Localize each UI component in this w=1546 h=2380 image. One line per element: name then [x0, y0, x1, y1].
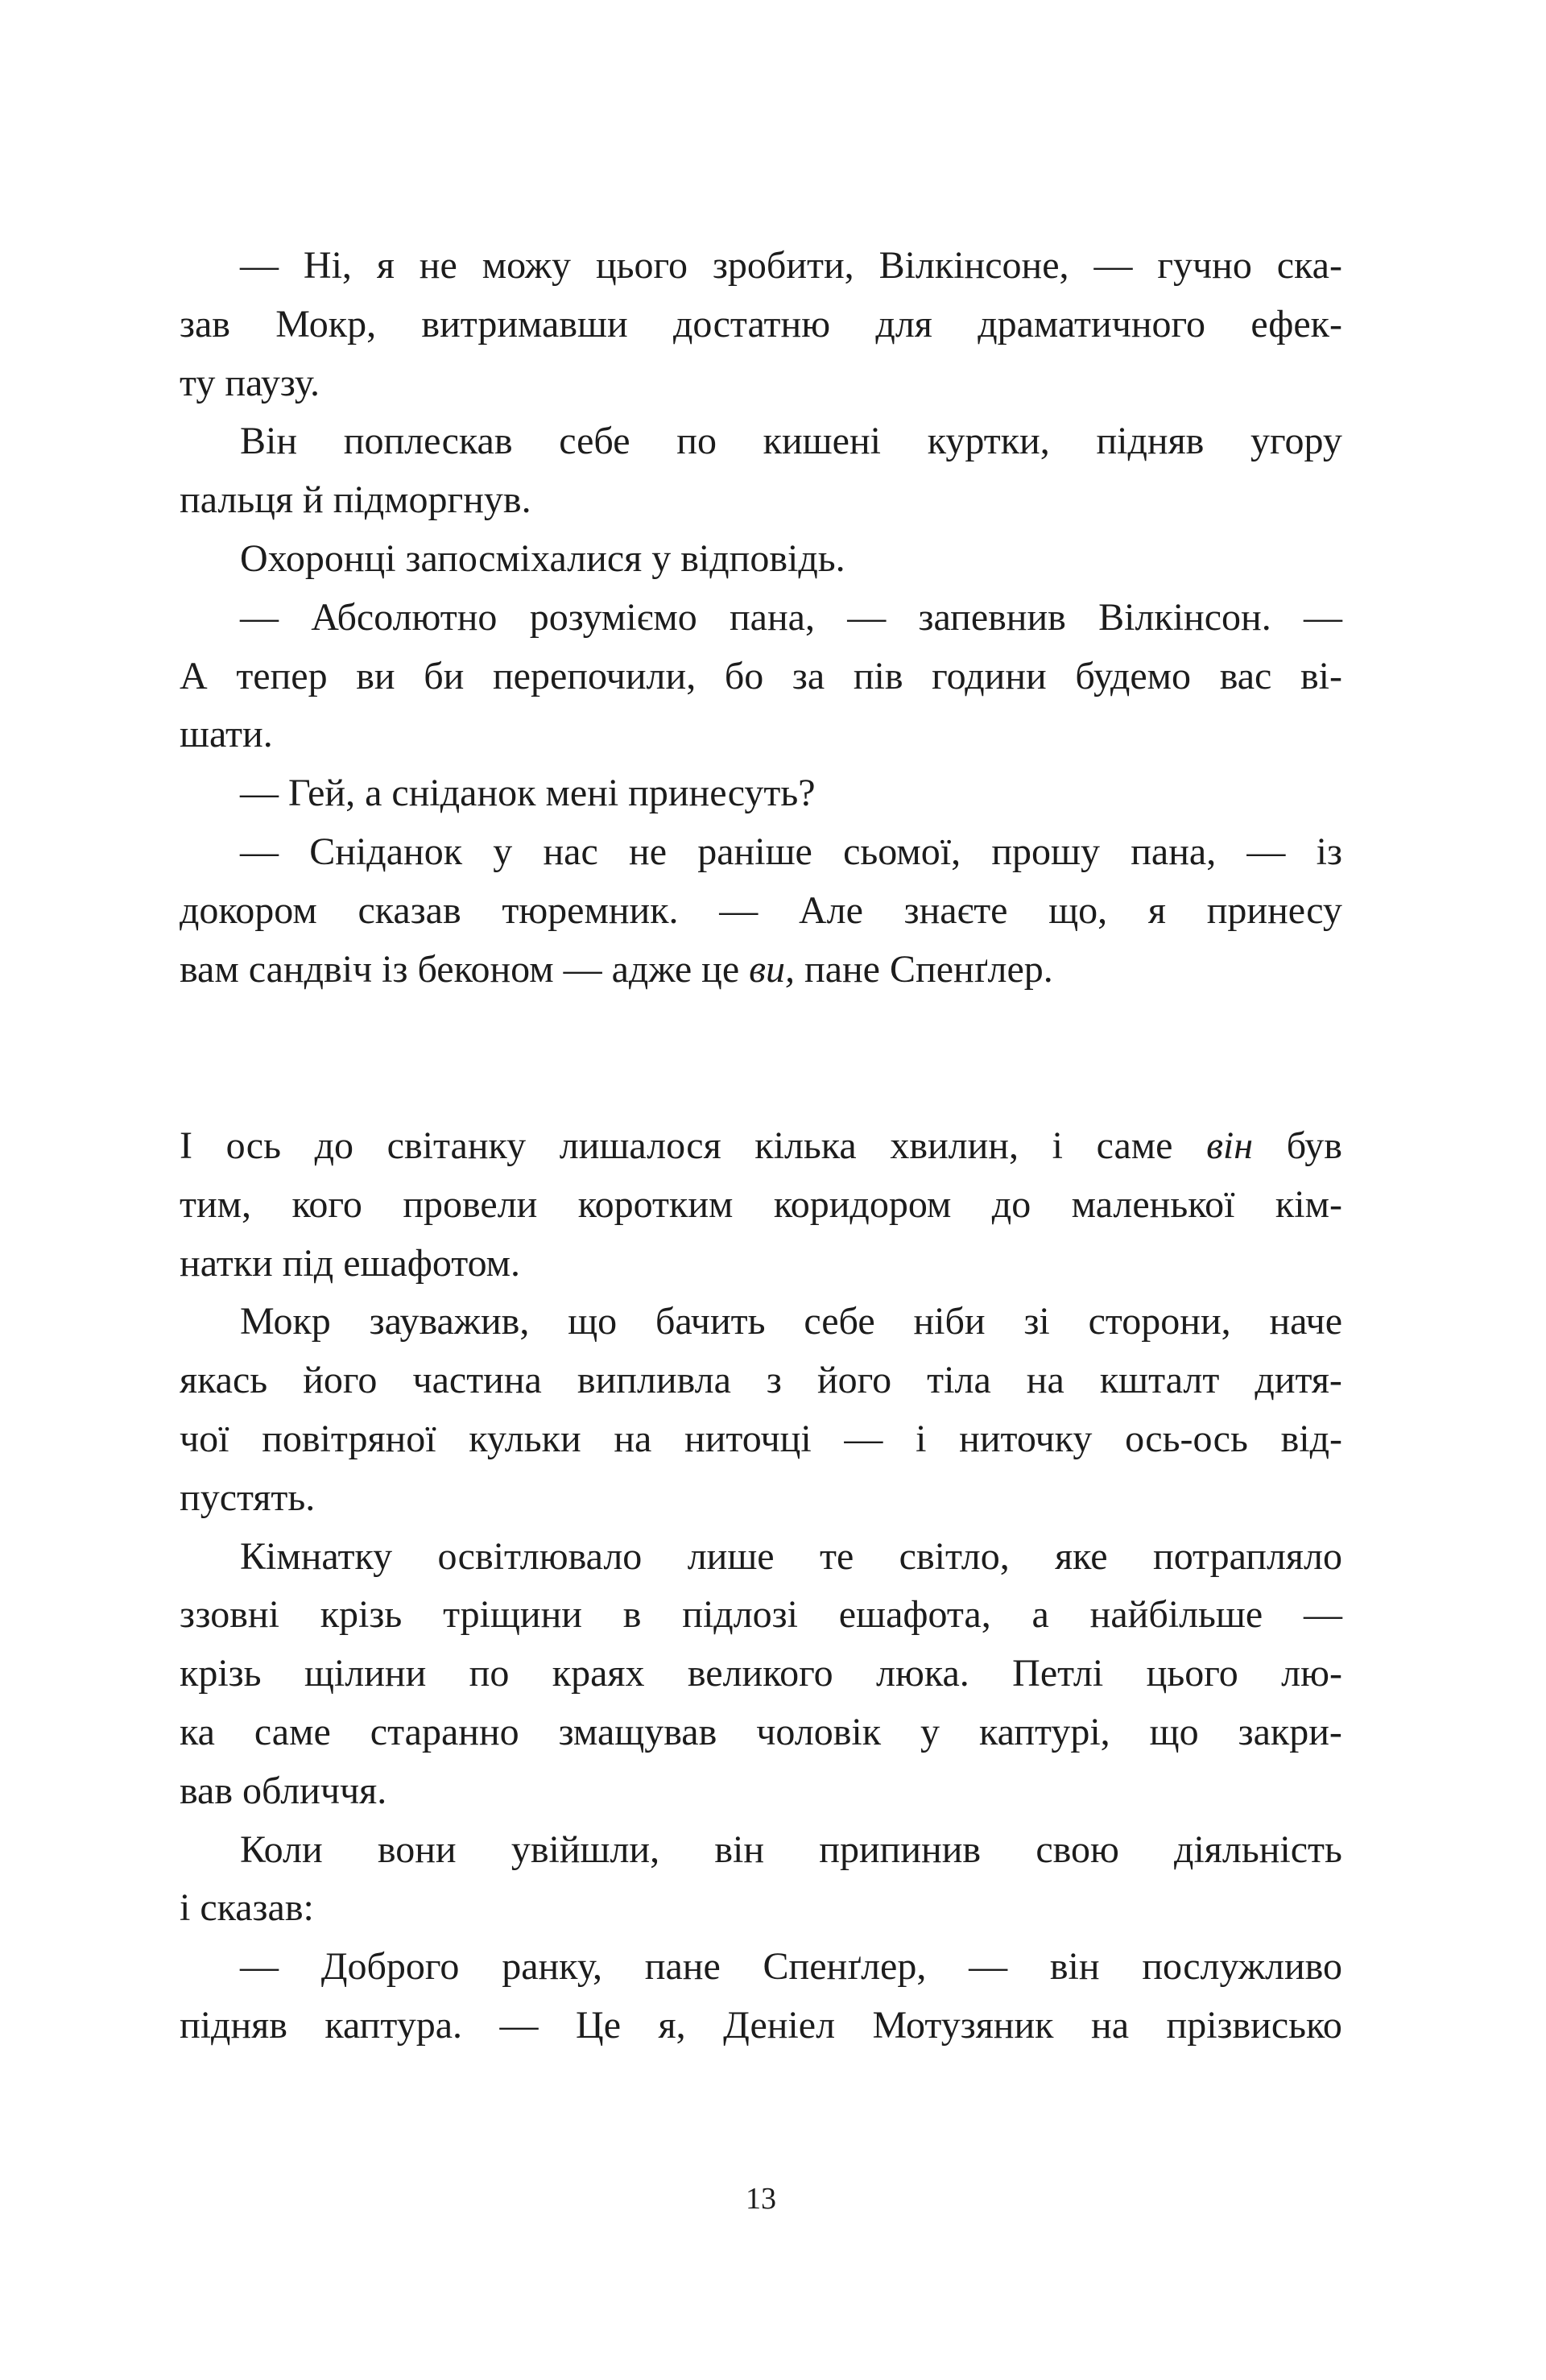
text-line: [180, 1821, 1342, 1880]
word: маленької: [1071, 1182, 1235, 1226]
word: не: [629, 830, 668, 873]
word: каптура.: [324, 2003, 462, 2047]
word: його: [816, 1359, 892, 1402]
word: свою: [1035, 1827, 1119, 1871]
word: підморгнув.: [333, 478, 531, 522]
word: цього: [595, 244, 688, 287]
word: і: [1052, 1124, 1063, 1167]
word: Абсолютно: [311, 595, 498, 639]
word: він: [714, 1827, 765, 1871]
word: —: [240, 1945, 279, 1989]
word: —: [240, 772, 279, 815]
word: кульки: [469, 1417, 581, 1460]
text-line: [180, 1586, 1342, 1645]
word: пустять.: [180, 1476, 316, 1519]
word: що: [1149, 1710, 1199, 1753]
word: чої: [180, 1417, 229, 1460]
word: запосміхалися: [405, 536, 643, 580]
word: знаєте: [903, 888, 1008, 932]
word: частина: [412, 1359, 542, 1402]
word: Спенґлер.: [889, 947, 1053, 991]
word: на: [1091, 2003, 1129, 2047]
text-line: [180, 706, 1342, 764]
word: шати.: [180, 713, 273, 756]
word: Ні,: [303, 244, 352, 287]
word: він: [1049, 1945, 1100, 1989]
word: Це: [576, 2003, 621, 2047]
text-line: [180, 1645, 1342, 1703]
word: сьомої,: [843, 830, 961, 873]
word: —: [499, 2003, 539, 2047]
word: випливла: [577, 1359, 731, 1402]
word: його: [303, 1359, 378, 1402]
word: —: [844, 1417, 883, 1460]
word: крізь: [180, 1652, 262, 1695]
word: прізвисько: [1166, 2003, 1342, 2047]
word: Мокр,: [275, 302, 377, 346]
word: лю-: [1281, 1652, 1342, 1695]
word: прошу: [991, 830, 1100, 873]
word: краях: [552, 1652, 645, 1695]
word: години: [932, 654, 1047, 697]
word: за: [792, 654, 825, 697]
word: Мотузяник: [872, 2003, 1054, 2047]
word: ось-ось: [1125, 1417, 1248, 1460]
word: принесу: [1206, 888, 1342, 932]
word: саме: [1096, 1124, 1173, 1167]
word: можу: [482, 244, 572, 287]
word: обличчя.: [242, 1769, 387, 1812]
word: тепер: [236, 654, 328, 697]
text-line: [180, 354, 1342, 413]
word: адже: [611, 947, 692, 991]
word: І: [180, 1124, 192, 1167]
word: змащував: [558, 1710, 717, 1753]
word: —: [1304, 1593, 1342, 1637]
word: світло,: [899, 1534, 1010, 1578]
word: гучно: [1157, 244, 1252, 287]
word: підняв: [180, 2003, 287, 2047]
word: пане: [804, 947, 880, 991]
word: будемо: [1075, 654, 1192, 697]
word: зауважив,: [369, 1300, 530, 1343]
text-line: [180, 1528, 1342, 1587]
word: коротким: [577, 1182, 734, 1226]
text-line: [180, 1879, 1342, 1938]
word: потрапляло: [1153, 1534, 1342, 1578]
word: а: [1031, 1593, 1049, 1637]
word: а: [365, 772, 382, 815]
word: не: [419, 244, 457, 287]
word: лише: [687, 1534, 775, 1578]
word: те: [819, 1534, 854, 1578]
word: сказав:: [200, 1886, 314, 1930]
text-line: [180, 1938, 1342, 1997]
word: коридором: [773, 1182, 952, 1226]
word: би: [424, 654, 465, 697]
text-line: [180, 1117, 1342, 1176]
word: якась: [180, 1359, 268, 1402]
word: перепочили,: [492, 654, 697, 697]
text-line: [180, 237, 1342, 296]
word: —: [563, 947, 602, 991]
word: достатню: [673, 302, 831, 346]
word: куртки,: [927, 420, 1050, 463]
word: і: [180, 1886, 191, 1930]
text-line: [180, 589, 1342, 648]
word: —: [969, 1945, 1008, 1989]
word: Доброго: [320, 1945, 460, 1989]
word: Кімнатку: [240, 1534, 393, 1578]
text-line: [180, 823, 1342, 882]
word: каптурі,: [979, 1710, 1110, 1753]
word: поплескав: [343, 420, 513, 463]
word: під: [282, 1241, 334, 1285]
word: із: [382, 947, 408, 991]
word: яке: [1055, 1534, 1108, 1578]
word: кшталт: [1099, 1359, 1220, 1402]
word: ззовні: [180, 1593, 279, 1637]
word: кого: [291, 1182, 362, 1226]
word: Гей,: [288, 772, 356, 815]
word: ска-: [1276, 244, 1342, 287]
word: щілини: [304, 1652, 427, 1695]
word: це: [701, 947, 740, 991]
word: я: [376, 244, 395, 287]
word: сніданок: [391, 772, 536, 815]
word: Він: [240, 420, 298, 463]
word: ниточку: [959, 1417, 1093, 1460]
page-number: 13: [746, 2182, 776, 2216]
word: по: [469, 1652, 510, 1695]
word: вам: [180, 947, 239, 991]
word: старанно: [370, 1710, 519, 1753]
word: себе: [804, 1300, 875, 1343]
word: для: [875, 302, 932, 346]
word: зав: [180, 302, 230, 346]
word: на: [1026, 1359, 1064, 1402]
word: в: [622, 1593, 642, 1637]
word: —: [719, 888, 759, 932]
word: у: [920, 1710, 940, 1753]
word: кілька: [754, 1124, 857, 1167]
word: ось: [225, 1124, 281, 1167]
word: чоловік: [756, 1710, 882, 1753]
word: був: [1286, 1124, 1342, 1167]
word: закри-: [1238, 1710, 1342, 1753]
word: вас: [1219, 654, 1272, 697]
text-line: [180, 1235, 1342, 1293]
text-line: [180, 648, 1342, 706]
word: раніше: [697, 830, 812, 873]
word: по: [676, 420, 717, 463]
word: сказав: [358, 888, 461, 932]
word: себе: [559, 420, 630, 463]
word: ефек-: [1250, 302, 1342, 346]
text-line: [180, 412, 1342, 471]
word: Вілкінсон.: [1098, 595, 1271, 639]
word: у: [493, 830, 513, 873]
word: витримавши: [421, 302, 628, 346]
word: кім-: [1275, 1182, 1342, 1226]
text-line: [180, 1997, 1342, 2055]
word: хвилин,: [890, 1124, 1019, 1167]
word: кишені: [763, 420, 881, 463]
word: провели: [403, 1182, 538, 1226]
word: —: [240, 244, 279, 287]
word: Коли: [240, 1827, 323, 1871]
text-line: [180, 1469, 1342, 1528]
text-line: [180, 764, 1342, 823]
word: сторони,: [1088, 1300, 1231, 1343]
word: —: [1246, 830, 1286, 873]
word: із: [1316, 830, 1342, 873]
word: послужливо: [1142, 1945, 1342, 1989]
text-line: [180, 1176, 1342, 1235]
word: я: [1147, 888, 1166, 932]
word: ка: [180, 1710, 215, 1753]
word: найбільше: [1089, 1593, 1263, 1637]
word: Вілкінсоне,: [878, 244, 1069, 287]
word: —: [1093, 244, 1133, 287]
text-line: [180, 471, 1342, 530]
word: розуміємо: [529, 595, 697, 639]
word: пальця: [180, 478, 294, 522]
text-line: [180, 1293, 1342, 1351]
word: докором: [180, 888, 317, 932]
word: відповідь.: [680, 536, 845, 580]
emphasized-word: ви,: [749, 947, 795, 991]
word: ниточці: [684, 1417, 812, 1460]
word: Охоронці: [240, 536, 396, 580]
word: що: [568, 1300, 618, 1343]
text-line: [180, 941, 1342, 1000]
word: підлозі: [682, 1593, 798, 1637]
word: мені: [545, 772, 619, 815]
word: угору: [1250, 420, 1342, 463]
text-section-2: [180, 1117, 1342, 2055]
word: пана,: [1131, 830, 1217, 873]
word: лишалося: [559, 1124, 721, 1167]
word: ранку,: [502, 1945, 603, 1989]
word: пів: [853, 654, 903, 697]
word: ві-: [1300, 654, 1342, 697]
text-line: [180, 530, 1342, 589]
word: що,: [1048, 888, 1108, 932]
word: до: [314, 1124, 354, 1167]
word: й: [303, 478, 324, 522]
word: і: [916, 1417, 927, 1460]
word: ту: [180, 361, 216, 404]
word: вав: [180, 1769, 233, 1812]
word: нас: [543, 830, 598, 873]
word: дитя-: [1255, 1359, 1342, 1402]
word: А: [180, 654, 208, 697]
word: повітряної: [262, 1417, 436, 1460]
word: вони: [377, 1827, 457, 1871]
text-line: [180, 1762, 1342, 1821]
word: великого: [687, 1652, 833, 1695]
word: цього: [1146, 1652, 1238, 1695]
word: сандвіч: [248, 947, 373, 991]
word: Петлі: [1012, 1652, 1104, 1695]
word: підняв: [1096, 420, 1205, 463]
word: Спенґлер,: [763, 1945, 927, 1989]
word: принесуть?: [628, 772, 816, 815]
emphasized-word: він: [1206, 1124, 1254, 1167]
word: люка.: [876, 1652, 969, 1695]
word: бачить: [655, 1300, 766, 1343]
word: тріщини: [443, 1593, 582, 1637]
word: —: [240, 830, 279, 873]
word: ешафотом.: [343, 1241, 521, 1285]
word: Мокр: [240, 1300, 331, 1343]
text-line: [180, 1351, 1342, 1410]
word: на: [614, 1417, 652, 1460]
word: я,: [658, 2003, 686, 2047]
word: тюремник.: [502, 888, 679, 932]
word: —: [847, 595, 887, 639]
word: ви: [356, 654, 395, 697]
word: з: [766, 1359, 782, 1402]
word: Сніданок: [309, 830, 463, 873]
word: беконом: [417, 947, 554, 991]
word: до: [991, 1182, 1031, 1226]
text-line: [180, 1410, 1342, 1469]
word: бо: [724, 654, 764, 697]
word: тим,: [180, 1182, 252, 1226]
text-line: [180, 296, 1342, 354]
word: натки: [180, 1241, 273, 1285]
word: припинив: [819, 1827, 982, 1871]
text-line: [180, 882, 1342, 941]
word: крізь: [320, 1593, 403, 1637]
word: драматичного: [978, 302, 1206, 346]
text-line: [180, 1703, 1342, 1762]
word: ешафота,: [838, 1593, 991, 1637]
word: зробити,: [712, 244, 854, 287]
word: увійшли,: [511, 1827, 660, 1871]
word: запевнив: [918, 595, 1066, 639]
word: пане: [644, 1945, 721, 1989]
word: ніби: [913, 1300, 986, 1343]
word: саме: [254, 1710, 331, 1753]
word: світанку: [386, 1124, 527, 1167]
word: діяльність: [1174, 1827, 1342, 1871]
text-section-1: [180, 237, 1342, 999]
word: від-: [1280, 1417, 1342, 1460]
word: —: [1304, 595, 1342, 639]
word: Деніел: [723, 2003, 836, 2047]
word: наче: [1269, 1300, 1342, 1343]
word: Але: [799, 888, 863, 932]
word: зі: [1023, 1300, 1050, 1343]
word: освітлювало: [437, 1534, 643, 1578]
word: тіла: [927, 1359, 991, 1402]
word: паузу.: [225, 361, 320, 404]
word: —: [240, 595, 279, 639]
word: пана,: [729, 595, 815, 639]
word: у: [651, 536, 672, 580]
